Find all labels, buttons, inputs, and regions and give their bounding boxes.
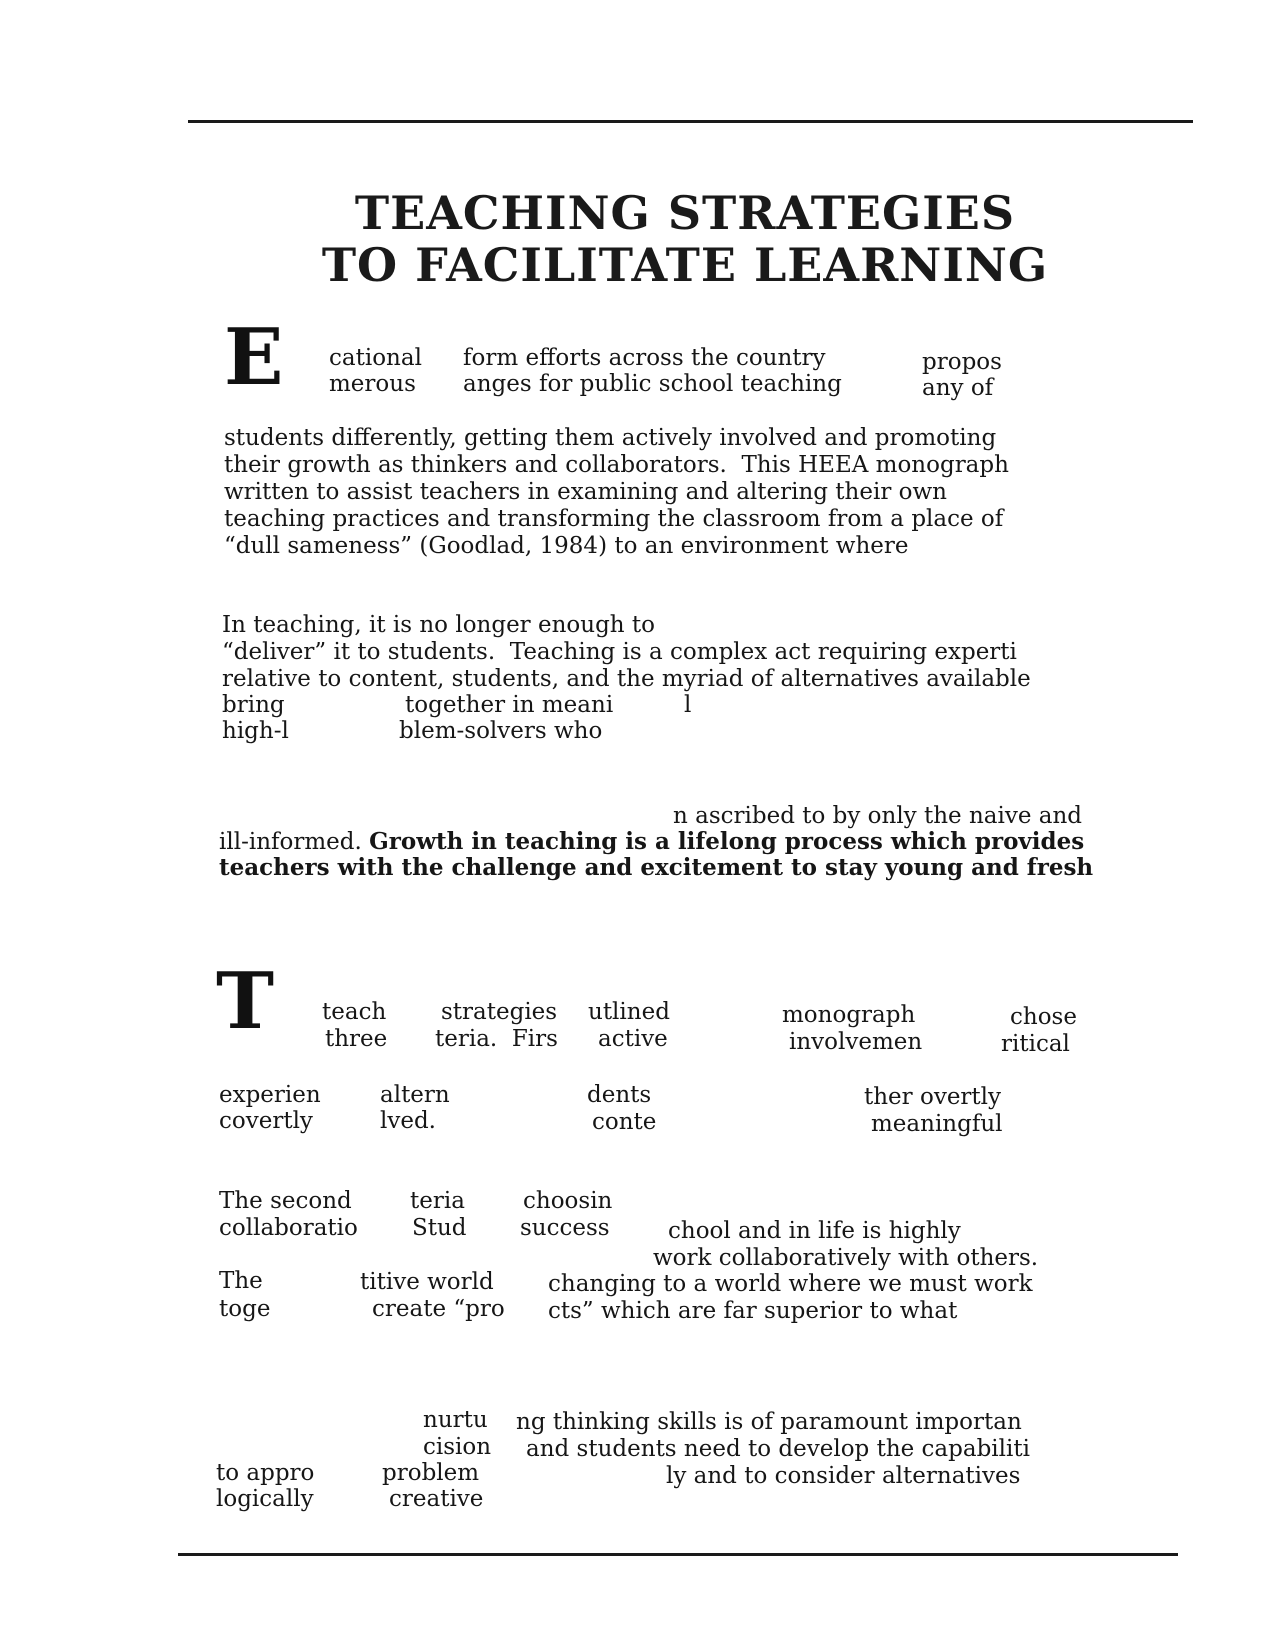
fragment: blem-solvers who (399, 718, 603, 744)
title-line-2: TO FACILITATE LEARNING (321, 238, 1049, 292)
fragment: to appro (216, 1460, 315, 1486)
fragment: conte (592, 1109, 657, 1135)
fragment: meaningful (871, 1111, 1003, 1137)
fragment: titive world (360, 1269, 494, 1295)
top-rule (188, 120, 1193, 123)
title-line-1: TEACHING STRATEGIES (354, 186, 1016, 240)
bottom-rule (178, 1553, 1178, 1556)
dropcap-t: T (216, 956, 275, 1047)
fragment: nurtu (423, 1407, 488, 1433)
fragment: dents (587, 1082, 652, 1108)
fragment: chool and in life is highly (668, 1218, 961, 1244)
fragment: The (219, 1268, 263, 1294)
dropcap-e: E (224, 312, 284, 403)
fragment: toge (219, 1296, 271, 1322)
fragment: together in meani (405, 692, 614, 718)
bold-text-line: teachers with the challenge and excitement to stay young and fresh (219, 854, 1094, 881)
fragment: chose (1010, 1004, 1077, 1030)
plain-text: ill-informed. (219, 829, 370, 855)
fragment: Stud (412, 1215, 467, 1241)
fragment: cision (423, 1434, 492, 1460)
text-line: written to assist teachers in examining and altering their own (224, 479, 947, 505)
fragment: lved. (380, 1108, 436, 1134)
fragment: experien (219, 1082, 321, 1108)
text-line: “dull sameness” (Goodlad, 1984) to an environment where (224, 533, 909, 559)
text-line: students differently, getting them actively involved and promoting (224, 425, 997, 451)
fragment: cts” which are far superior to what (548, 1298, 958, 1324)
fragment: bring (222, 692, 285, 718)
fragment: success (520, 1215, 610, 1241)
fragment: involvemen (789, 1029, 923, 1055)
fragment: The second (219, 1188, 352, 1214)
fragment: teria. Firs (435, 1026, 558, 1052)
fragment: altern (380, 1082, 450, 1108)
fragment: form efforts across the country (463, 345, 826, 371)
fragment: choosin (523, 1188, 613, 1214)
bold-text: Growth in teaching is a lifelong process which provides (369, 828, 1085, 855)
fragment: teria (410, 1188, 465, 1214)
page-title (0, 187, 1275, 291)
fragment: create “pro (372, 1296, 505, 1322)
fragment: l (684, 692, 692, 718)
text-line: relative to content, students, and the myriad of alternatives available (222, 666, 1031, 692)
fragment: ly and to consider alternatives (666, 1463, 1021, 1489)
fragment: cational (329, 345, 422, 371)
fragment: ther overtly (864, 1084, 1002, 1110)
fragment: three (325, 1026, 388, 1052)
text-line: In teaching, it is no longer enough to (222, 612, 656, 638)
fragment: creative (389, 1486, 484, 1512)
fragment: covertly (219, 1108, 313, 1134)
text-line (219, 829, 1084, 855)
fragment: anges for public school teaching (463, 371, 842, 397)
text-line: teaching practices and transforming the classroom from a place of (224, 506, 1004, 532)
fragment: problem (382, 1460, 480, 1486)
text-line: “deliver” it to students. Teaching is a complex act requiring experti (222, 639, 1017, 665)
fragment: ritical (1001, 1031, 1070, 1057)
fragment: collaboratio (219, 1215, 358, 1241)
fragment: and students need to develop the capabiliti (526, 1436, 1030, 1462)
fragment: merous (329, 371, 416, 397)
fragment: strategies (441, 999, 558, 1025)
fragment: teach (322, 999, 387, 1025)
fragment: work collaboratively with others. (653, 1245, 1039, 1271)
fragment: changing to a world where we must work (548, 1271, 1033, 1297)
fragment: any of (922, 375, 994, 401)
fragment: high-l (222, 718, 289, 744)
text-line: their growth as thinkers and collaborators. This HEEA monograph (224, 452, 1009, 478)
fragment: ng thinking skills is of paramount importan (516, 1409, 1022, 1435)
fragment: utlined (588, 999, 670, 1025)
fragment: monograph (782, 1002, 916, 1028)
fragment: active (598, 1026, 668, 1052)
fragment: propos (922, 349, 1002, 375)
fragment: logically (216, 1486, 314, 1512)
text-line: n ascribed to by only the naive and (673, 803, 1083, 829)
